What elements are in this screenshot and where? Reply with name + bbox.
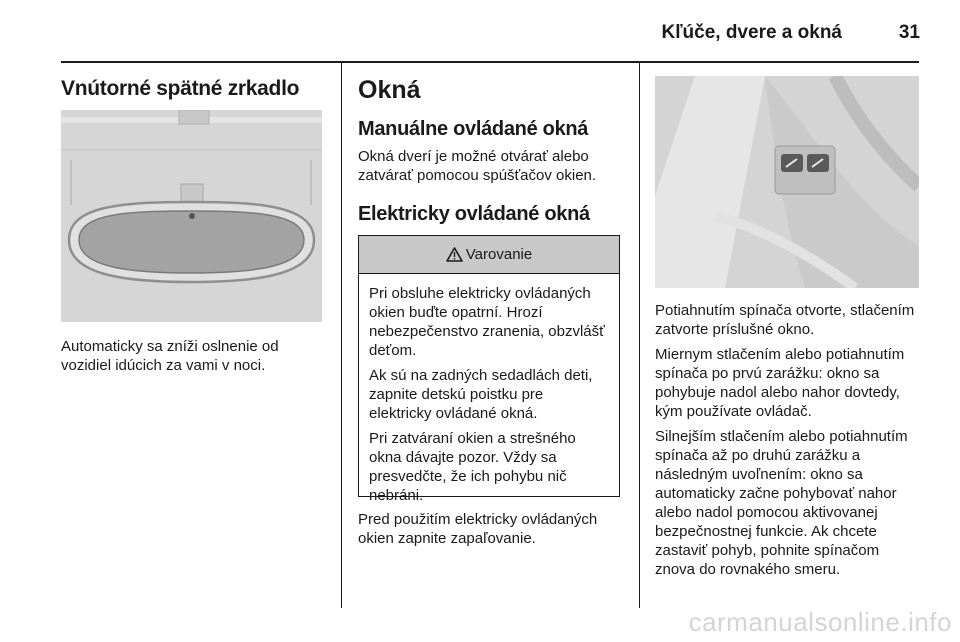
electric-windows-heading: Elektricky ovládané okná: [358, 203, 590, 225]
window-switch-illustration: [655, 76, 919, 288]
header-divider: [61, 61, 919, 63]
rearview-mirror-illustration: [61, 110, 322, 322]
warning-header: [359, 236, 619, 274]
window-switch-icon: [655, 76, 919, 288]
warning-paragraph: Pri zatváraní okien a strešného okna dávajte pozor. Vždy sa presvedčte, že ich pohybu nič nebráni.: [369, 430, 576, 504]
mirror-icon: [61, 110, 322, 322]
switch-paragraph: Silnejším stlačením alebo potiahnutím spínača až po druhú zarážku a následným uvoľnením: okno sa automaticky začne pohybovať nahor alebo nadol pomocou aktivovanej bezpečnostnej funkcie. Ak chcete zastaviť pohyb, pohnite spínačom znova do rovnakého smeru.: [655, 428, 908, 578]
ignition-note: Pred použitím elektricky ovládaných okien zapnite zapaľovanie.: [358, 511, 598, 547]
switch-paragraph: Potiahnutím spínača otvorte, stlačením zatvorte príslušné okno.: [655, 302, 915, 338]
windows-heading: Okná: [358, 76, 421, 104]
warning-triangle-icon: [446, 247, 463, 262]
warning-box: [358, 235, 620, 504]
section-title: Kľúče, dvere a okná: [661, 22, 842, 43]
warning-paragraph: Ak sú na zadných sedadlách deti, zapnite detskú poistku pre elektricky ovládané okná.: [369, 367, 593, 422]
warning-title: Varovanie: [465, 246, 533, 263]
warning-paragraph: Pri obsluhe elektricky ovládaných okien buďte opatrní. Hrozí nebezpečenstvo zranenia, obzvlášť deťom.: [369, 285, 605, 359]
switch-paragraph: Miernym stlačením alebo potiahnutím spínača po prvú zarážku: okno sa pohybuje nadol alebo nahor dovtedy, kým používate ovládač.: [655, 346, 905, 420]
mirror-heading: Vnútorné spätné zrkadlo: [61, 77, 300, 100]
page-number: 31: [898, 22, 920, 43]
page-header: [0, 0, 960, 60]
mirror-caption: Automaticky sa zníži oslnenie od vozidiel idúcich za vami v noci.: [61, 338, 279, 374]
manual-windows-text: Okná dverí je možné otvárať alebo zatvárať pomocou spúšťačov okien.: [358, 148, 597, 184]
manual-windows-heading: Manuálne ovládané okná: [358, 118, 589, 140]
right-column-text: [655, 301, 923, 579]
column-divider-right: [639, 62, 640, 608]
column-divider-left: [341, 62, 342, 608]
watermark: carmanualsonline.info: [688, 607, 952, 637]
